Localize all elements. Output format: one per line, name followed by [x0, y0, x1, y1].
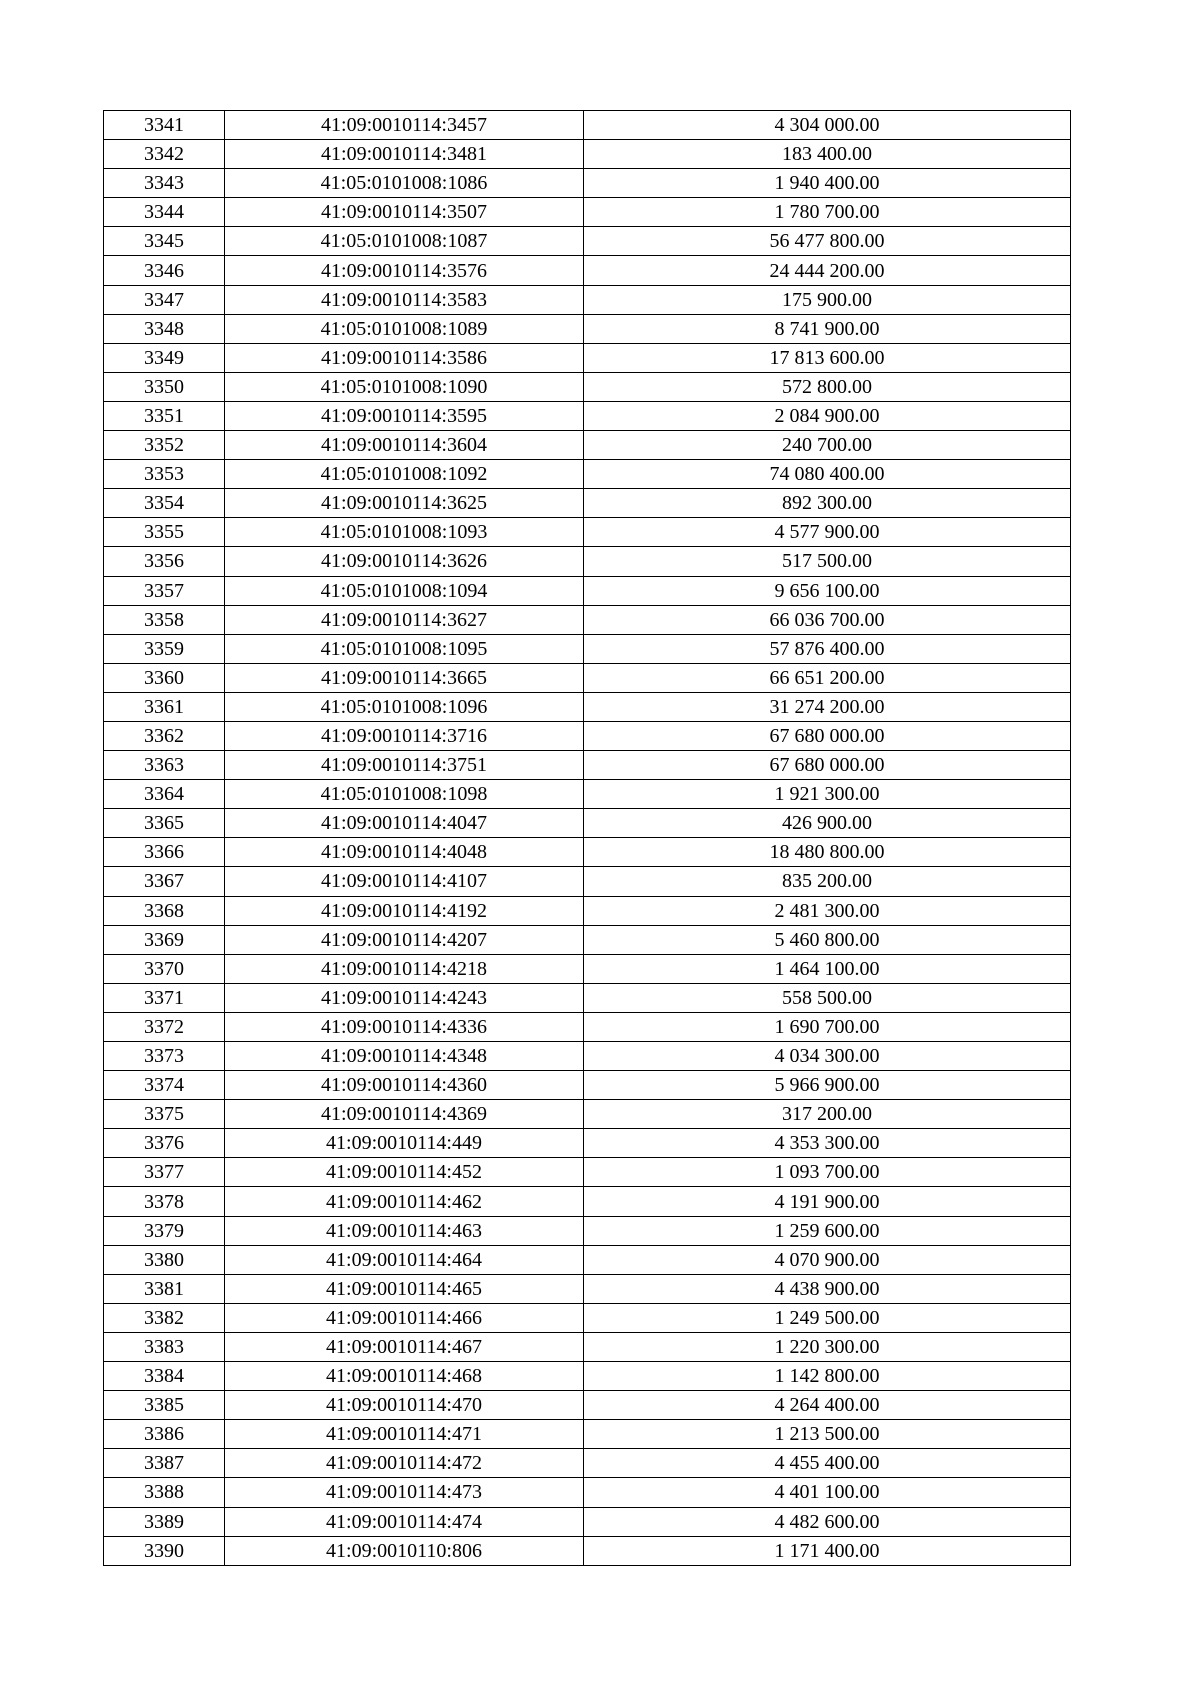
row-number-cell: 3364 [104, 780, 225, 809]
table-row [104, 198, 1071, 227]
cadastral-number-cell: 41:05:0101008:1092 [225, 460, 584, 489]
cadastral-number-cell: 41:09:0010114:4336 [225, 1012, 584, 1041]
cadastral-number-cell: 41:09:0010114:3751 [225, 751, 584, 780]
row-number-cell: 3390 [104, 1536, 225, 1565]
table-row [104, 227, 1071, 256]
cadastral-number-cell: 41:09:0010114:470 [225, 1391, 584, 1420]
value-cell: 1 171 400.00 [584, 1536, 1071, 1565]
table-row [104, 1129, 1071, 1158]
table-row [104, 634, 1071, 663]
table-row [104, 111, 1071, 140]
table-row [104, 256, 1071, 285]
value-cell: 67 680 000.00 [584, 721, 1071, 750]
cadastral-number-cell: 41:05:0101008:1098 [225, 780, 584, 809]
table-row [104, 140, 1071, 169]
cadastral-number-cell: 41:05:0101008:1089 [225, 314, 584, 343]
value-cell: 8 741 900.00 [584, 314, 1071, 343]
cadastral-number-cell: 41:09:0010114:3716 [225, 721, 584, 750]
value-cell: 4 482 600.00 [584, 1507, 1071, 1536]
table-row [104, 1507, 1071, 1536]
table-row [104, 692, 1071, 721]
value-cell: 66 036 700.00 [584, 605, 1071, 634]
cadastral-number-cell: 41:05:0101008:1090 [225, 372, 584, 401]
cadastral-number-cell: 41:09:0010114:3507 [225, 198, 584, 227]
table-row [104, 1536, 1071, 1565]
row-number-cell: 3368 [104, 896, 225, 925]
table-body [104, 111, 1071, 1566]
cadastral-number-cell: 41:05:0101008:1096 [225, 692, 584, 721]
table-row [104, 1158, 1071, 1187]
cadastral-number-cell: 41:09:0010114:463 [225, 1216, 584, 1245]
cadastral-number-cell: 41:09:0010114:4207 [225, 925, 584, 954]
cadastral-number-cell: 41:09:0010114:452 [225, 1158, 584, 1187]
cadastral-value-table [103, 110, 1071, 1566]
cadastral-number-cell: 41:09:0010114:4369 [225, 1100, 584, 1129]
row-number-cell: 3372 [104, 1012, 225, 1041]
cadastral-number-cell: 41:05:0101008:1093 [225, 518, 584, 547]
cadastral-number-cell: 41:09:0010114:3481 [225, 140, 584, 169]
value-cell: 1 940 400.00 [584, 169, 1071, 198]
row-number-cell: 3371 [104, 983, 225, 1012]
cadastral-number-cell: 41:09:0010114:4107 [225, 867, 584, 896]
cadastral-number-cell: 41:09:0010114:3627 [225, 605, 584, 634]
row-number-cell: 3356 [104, 547, 225, 576]
table-row [104, 285, 1071, 314]
cadastral-number-cell: 41:09:0010114:3583 [225, 285, 584, 314]
value-cell: 4 353 300.00 [584, 1129, 1071, 1158]
value-cell: 175 900.00 [584, 285, 1071, 314]
cadastral-number-cell: 41:05:0101008:1095 [225, 634, 584, 663]
cadastral-number-cell: 41:09:0010114:4047 [225, 809, 584, 838]
cadastral-number-cell: 41:09:0010114:4348 [225, 1042, 584, 1071]
value-cell: 4 191 900.00 [584, 1187, 1071, 1216]
table-row [104, 343, 1071, 372]
row-number-cell: 3370 [104, 954, 225, 983]
row-number-cell: 3387 [104, 1449, 225, 1478]
value-cell: 558 500.00 [584, 983, 1071, 1012]
row-number-cell: 3358 [104, 605, 225, 634]
row-number-cell: 3375 [104, 1100, 225, 1129]
row-number-cell: 3377 [104, 1158, 225, 1187]
row-number-cell: 3382 [104, 1303, 225, 1332]
row-number-cell: 3347 [104, 285, 225, 314]
value-cell: 31 274 200.00 [584, 692, 1071, 721]
row-number-cell: 3362 [104, 721, 225, 750]
cadastral-number-cell: 41:09:0010114:4192 [225, 896, 584, 925]
table-row [104, 489, 1071, 518]
row-number-cell: 3379 [104, 1216, 225, 1245]
row-number-cell: 3349 [104, 343, 225, 372]
value-cell: 1 780 700.00 [584, 198, 1071, 227]
table-row [104, 1478, 1071, 1507]
table-row [104, 1245, 1071, 1274]
cadastral-number-cell: 41:09:0010114:3604 [225, 431, 584, 460]
table-row [104, 1332, 1071, 1361]
value-cell: 183 400.00 [584, 140, 1071, 169]
table-row [104, 1012, 1071, 1041]
row-number-cell: 3345 [104, 227, 225, 256]
cadastral-number-cell: 41:09:0010114:3457 [225, 111, 584, 140]
value-cell: 4 264 400.00 [584, 1391, 1071, 1420]
cadastral-number-cell: 41:09:0010114:4243 [225, 983, 584, 1012]
cadastral-number-cell: 41:05:0101008:1086 [225, 169, 584, 198]
value-cell: 1 213 500.00 [584, 1420, 1071, 1449]
table-row [104, 1420, 1071, 1449]
table-row [104, 1274, 1071, 1303]
cadastral-number-cell: 41:09:0010110:806 [225, 1536, 584, 1565]
row-number-cell: 3352 [104, 431, 225, 460]
value-cell: 5 966 900.00 [584, 1071, 1071, 1100]
table-row [104, 867, 1071, 896]
cadastral-number-cell: 41:09:0010114:462 [225, 1187, 584, 1216]
cadastral-number-cell: 41:09:0010114:467 [225, 1332, 584, 1361]
table-row [104, 954, 1071, 983]
row-number-cell: 3386 [104, 1420, 225, 1449]
table-row [104, 1042, 1071, 1071]
value-cell: 74 080 400.00 [584, 460, 1071, 489]
value-cell: 1 093 700.00 [584, 1158, 1071, 1187]
cadastral-number-cell: 41:09:0010114:4048 [225, 838, 584, 867]
row-number-cell: 3389 [104, 1507, 225, 1536]
value-cell: 1 464 100.00 [584, 954, 1071, 983]
row-number-cell: 3360 [104, 663, 225, 692]
table-row [104, 547, 1071, 576]
value-cell: 892 300.00 [584, 489, 1071, 518]
cadastral-number-cell: 41:09:0010114:3576 [225, 256, 584, 285]
row-number-cell: 3353 [104, 460, 225, 489]
row-number-cell: 3359 [104, 634, 225, 663]
cadastral-number-cell: 41:09:0010114:3625 [225, 489, 584, 518]
table-row [104, 431, 1071, 460]
cadastral-number-cell: 41:09:0010114:4360 [225, 1071, 584, 1100]
value-cell: 2 481 300.00 [584, 896, 1071, 925]
value-cell: 18 480 800.00 [584, 838, 1071, 867]
value-cell: 56 477 800.00 [584, 227, 1071, 256]
row-number-cell: 3365 [104, 809, 225, 838]
row-number-cell: 3388 [104, 1478, 225, 1507]
row-number-cell: 3350 [104, 372, 225, 401]
table-row [104, 809, 1071, 838]
value-cell: 572 800.00 [584, 372, 1071, 401]
value-cell: 240 700.00 [584, 431, 1071, 460]
value-cell: 57 876 400.00 [584, 634, 1071, 663]
cadastral-number-cell: 41:09:0010114:468 [225, 1362, 584, 1391]
table-row [104, 169, 1071, 198]
table-row [104, 983, 1071, 1012]
row-number-cell: 3385 [104, 1391, 225, 1420]
cadastral-number-cell: 41:09:0010114:3586 [225, 343, 584, 372]
row-number-cell: 3363 [104, 751, 225, 780]
cadastral-number-cell: 41:09:0010114:473 [225, 1478, 584, 1507]
row-number-cell: 3381 [104, 1274, 225, 1303]
row-number-cell: 3346 [104, 256, 225, 285]
cadastral-number-cell: 41:09:0010114:3626 [225, 547, 584, 576]
table-row [104, 721, 1071, 750]
row-number-cell: 3357 [104, 576, 225, 605]
value-cell: 17 813 600.00 [584, 343, 1071, 372]
cadastral-number-cell: 41:09:0010114:3665 [225, 663, 584, 692]
table-row [104, 838, 1071, 867]
row-number-cell: 3373 [104, 1042, 225, 1071]
value-cell: 517 500.00 [584, 547, 1071, 576]
table-row [104, 1100, 1071, 1129]
cadastral-number-cell: 41:09:0010114:466 [225, 1303, 584, 1332]
cadastral-number-cell: 41:09:0010114:471 [225, 1420, 584, 1449]
value-cell: 4 455 400.00 [584, 1449, 1071, 1478]
row-number-cell: 3351 [104, 401, 225, 430]
value-cell: 4 034 300.00 [584, 1042, 1071, 1071]
cadastral-number-cell: 41:05:0101008:1087 [225, 227, 584, 256]
table-row [104, 401, 1071, 430]
value-cell: 426 900.00 [584, 809, 1071, 838]
value-cell: 317 200.00 [584, 1100, 1071, 1129]
value-cell: 4 070 900.00 [584, 1245, 1071, 1274]
row-number-cell: 3378 [104, 1187, 225, 1216]
row-number-cell: 3354 [104, 489, 225, 518]
value-cell: 835 200.00 [584, 867, 1071, 896]
table-row [104, 751, 1071, 780]
row-number-cell: 3376 [104, 1129, 225, 1158]
cadastral-number-cell: 41:09:0010114:465 [225, 1274, 584, 1303]
cadastral-number-cell: 41:09:0010114:472 [225, 1449, 584, 1478]
row-number-cell: 3383 [104, 1332, 225, 1361]
value-cell: 4 304 000.00 [584, 111, 1071, 140]
table-row [104, 925, 1071, 954]
cadastral-number-cell: 41:09:0010114:4218 [225, 954, 584, 983]
row-number-cell: 3367 [104, 867, 225, 896]
cadastral-number-cell: 41:05:0101008:1094 [225, 576, 584, 605]
cadastral-number-cell: 41:09:0010114:474 [225, 1507, 584, 1536]
table-row [104, 1303, 1071, 1332]
table-row [104, 460, 1071, 489]
value-cell: 4 438 900.00 [584, 1274, 1071, 1303]
value-cell: 1 249 500.00 [584, 1303, 1071, 1332]
value-cell: 9 656 100.00 [584, 576, 1071, 605]
table-row [104, 1362, 1071, 1391]
table-row [104, 1449, 1071, 1478]
cadastral-number-cell: 41:09:0010114:449 [225, 1129, 584, 1158]
table-row [104, 1391, 1071, 1420]
table-row [104, 605, 1071, 634]
table-row [104, 896, 1071, 925]
row-number-cell: 3380 [104, 1245, 225, 1274]
table-row [104, 518, 1071, 547]
value-cell: 1 220 300.00 [584, 1332, 1071, 1361]
table-row [104, 576, 1071, 605]
row-number-cell: 3366 [104, 838, 225, 867]
table-row [104, 1071, 1071, 1100]
table-row [104, 663, 1071, 692]
value-cell: 24 444 200.00 [584, 256, 1071, 285]
value-cell: 67 680 000.00 [584, 751, 1071, 780]
row-number-cell: 3369 [104, 925, 225, 954]
value-cell: 1 690 700.00 [584, 1012, 1071, 1041]
row-number-cell: 3344 [104, 198, 225, 227]
table-row [104, 372, 1071, 401]
row-number-cell: 3384 [104, 1362, 225, 1391]
value-cell: 4 577 900.00 [584, 518, 1071, 547]
cadastral-number-cell: 41:09:0010114:464 [225, 1245, 584, 1274]
row-number-cell: 3355 [104, 518, 225, 547]
table-row [104, 314, 1071, 343]
row-number-cell: 3348 [104, 314, 225, 343]
row-number-cell: 3361 [104, 692, 225, 721]
value-cell: 1 921 300.00 [584, 780, 1071, 809]
value-cell: 4 401 100.00 [584, 1478, 1071, 1507]
value-cell: 1 142 800.00 [584, 1362, 1071, 1391]
row-number-cell: 3343 [104, 169, 225, 198]
value-cell: 1 259 600.00 [584, 1216, 1071, 1245]
table-row [104, 780, 1071, 809]
value-cell: 66 651 200.00 [584, 663, 1071, 692]
value-cell: 2 084 900.00 [584, 401, 1071, 430]
value-cell: 5 460 800.00 [584, 925, 1071, 954]
cadastral-number-cell: 41:09:0010114:3595 [225, 401, 584, 430]
row-number-cell: 3374 [104, 1071, 225, 1100]
table-row [104, 1216, 1071, 1245]
row-number-cell: 3342 [104, 140, 225, 169]
table-row [104, 1187, 1071, 1216]
row-number-cell: 3341 [104, 111, 225, 140]
